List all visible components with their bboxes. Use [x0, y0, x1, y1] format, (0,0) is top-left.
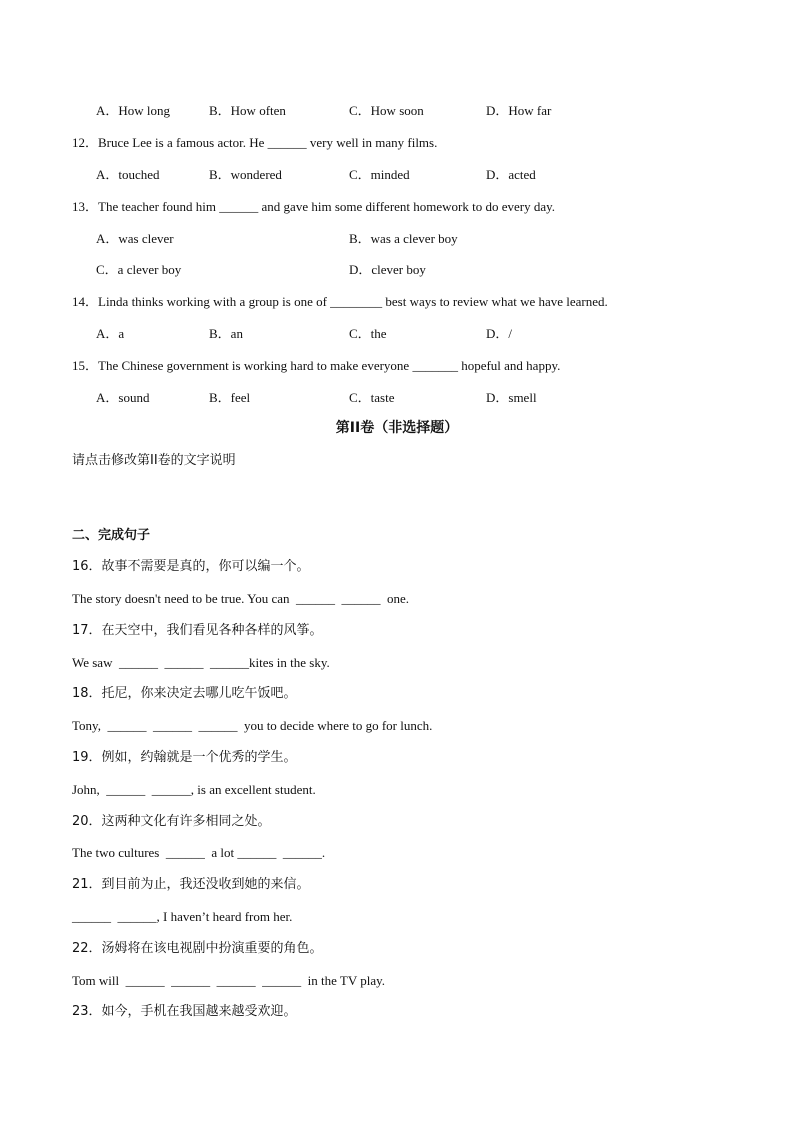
sentence-21-chinese: 21．到目前为止，我还没收到她的来信。 [72, 877, 310, 892]
part2-note: 请点击修改第II卷的文字说明 [72, 453, 236, 468]
sentence-16-chinese: 16．故事不需要是真的，你可以编一个。 [72, 559, 310, 574]
q12-option-a: A．touched [96, 167, 160, 182]
q13-option-c: C．a clever boy [96, 262, 182, 277]
q11-option-d: D．How far [486, 103, 552, 118]
q12-option-c: C．minded [349, 167, 410, 182]
q11-option-b: B．How often [209, 103, 286, 118]
sentence-22-english: Tom will ______ ______ ______ ______ in the TV play. [72, 973, 386, 988]
q15-option-a: A．sound [96, 390, 150, 405]
sentence-20-chinese: 20．这两种文化有许多相同之处。 [72, 814, 271, 829]
q11-option-c: C．How soon [349, 103, 424, 118]
sentence-21-english: ______ ______, I haven’t heard from her. [72, 909, 293, 924]
question-13: 13．The teacher found him ______ and gave him some different homework to do every day. [72, 199, 556, 214]
sentence-19-chinese: 19．例如，约翰就是一个优秀的学生。 [72, 750, 297, 765]
sentence-18-chinese: 18．托尼，你来决定去哪儿吃午饭吧。 [72, 686, 297, 701]
q15-option-d: D．smell [486, 390, 537, 405]
q12-option-b: B．wondered [209, 167, 282, 182]
question-14: 14．Linda thinks working with a group is one of ________ best ways to review what we have learned. [72, 294, 608, 309]
sentence-17-english: We saw ______ ______ ______kites in the sky. [72, 655, 330, 670]
q15-option-c: C．taste [349, 390, 395, 405]
q11-option-a: A．How long [96, 103, 171, 118]
question-12: 12．Bruce Lee is a famous actor. He ______ very well in many films. [72, 135, 438, 150]
q14-option-d: D．/ [486, 326, 513, 341]
sentence-22-chinese: 22．汤姆将在该电视剧中扮演重要的角色。 [72, 941, 323, 956]
q14-option-c: C．the [349, 326, 387, 341]
q14-option-a: A．a [96, 326, 125, 341]
question-15: 15．The Chinese government is working hard to make everyone _______ hopeful and happy. [72, 358, 561, 373]
part2-title: 第II卷（非选择题） [335, 420, 459, 436]
sentence-23-chinese: 23．如今，手机在我国越来越受欢迎。 [72, 1004, 297, 1019]
q13-option-b: B．was a clever boy [349, 231, 458, 246]
q15-option-b: B．feel [209, 390, 251, 405]
sentence-18-english: Tony, ______ ______ ______ you to decide where to go for lunch. [72, 718, 433, 733]
sentence-19-english: John, ______ ______, is an excellent student. [72, 782, 316, 797]
q12-option-d: D．acted [486, 167, 536, 182]
sentence-17-chinese: 17．在天空中，我们看见各种各样的风筝。 [72, 623, 323, 638]
sentence-20-english: The two cultures ______ a lot ______ ______. [72, 845, 326, 860]
q14-option-b: B．an [209, 326, 243, 341]
q13-option-a: A．was clever [96, 231, 174, 246]
q13-option-d: D．clever boy [349, 262, 426, 277]
section-title: 二、完成句子 [72, 528, 151, 543]
sentence-16-english: The story doesn't need to be true. You can ______ ______ one. [72, 591, 410, 606]
